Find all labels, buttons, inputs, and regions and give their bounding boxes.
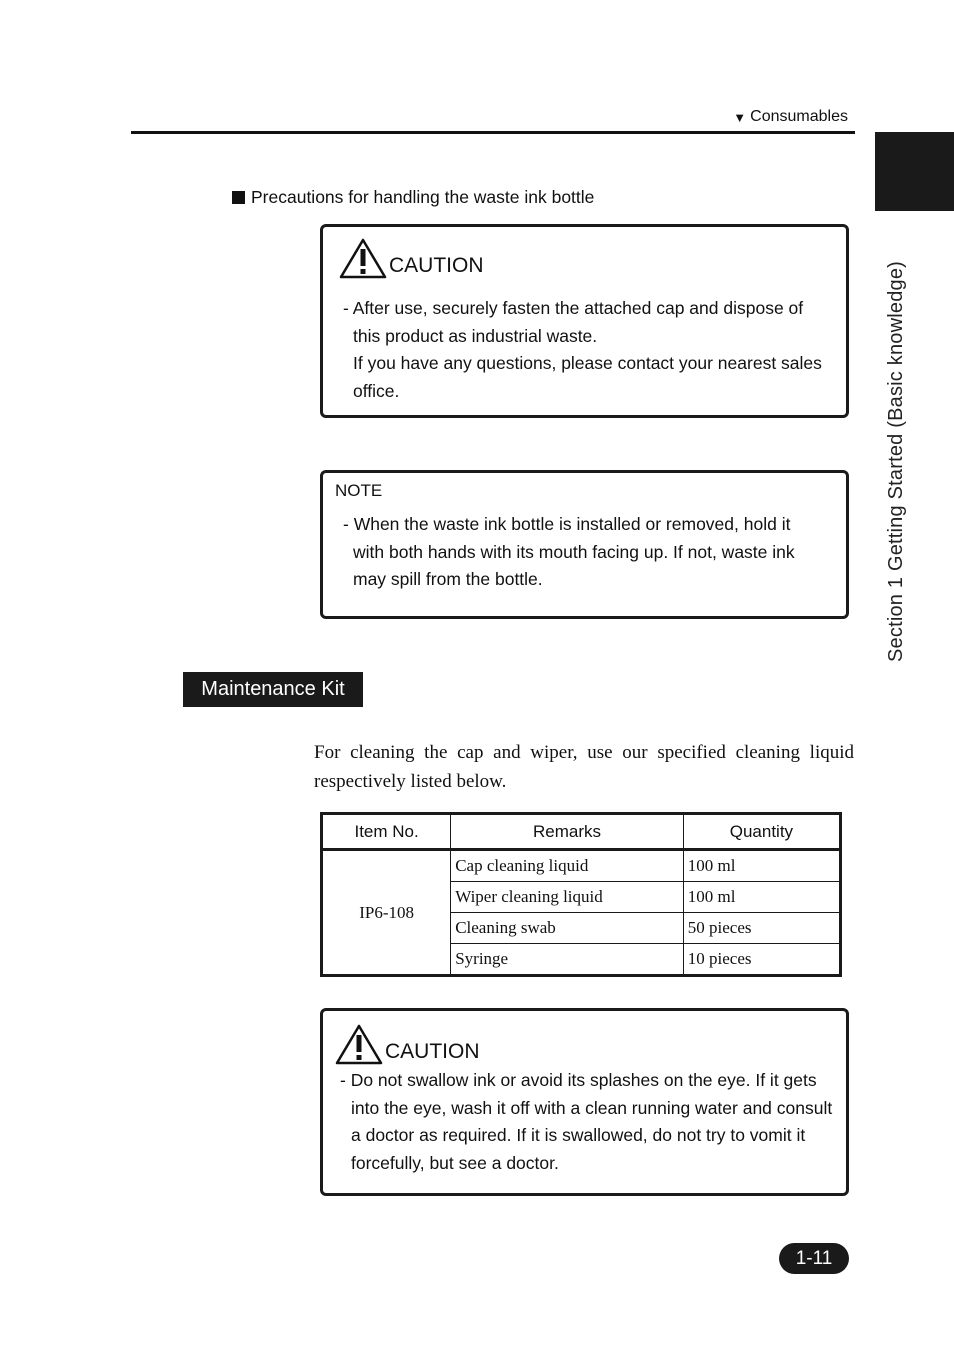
caution-line: If you have any questions, please contact your nearest sales <box>353 353 822 374</box>
table-header-row <box>322 814 841 850</box>
quantity-cell: 10 pieces <box>683 944 840 976</box>
warning-triangle-icon <box>339 237 387 279</box>
note-box <box>320 470 849 619</box>
caution-line: forcefully, but see a doctor. <box>351 1152 559 1173</box>
section-tab-block <box>875 132 954 211</box>
caution-line: into the eye, wash it off with a clean running water and consult <box>351 1097 833 1118</box>
remarks-cell: Cleaning swab <box>451 913 684 944</box>
running-header <box>733 108 848 126</box>
precautions-heading-text: Precautions for handling the waste ink bottle <box>251 187 595 207</box>
caution-line: a doctor as required. If it is swallowed, do not try to vomit it <box>351 1125 806 1146</box>
remarks-cell: Wiper cleaning liquid <box>451 882 684 913</box>
caution-title-text: CAUTION <box>385 1040 480 1063</box>
item-no-cell: IP6-108 <box>322 850 451 976</box>
caution-box-1 <box>320 224 849 418</box>
quantity-cell: 50 pieces <box>683 913 840 944</box>
running-header-text: Consumables <box>750 108 848 125</box>
caution-box-2 <box>320 1008 849 1196</box>
caution-line: - Do not swallow ink or avoid its splashes on the eye. If it gets <box>340 1070 817 1090</box>
maintenance-kit-table <box>320 812 842 977</box>
header-rule <box>131 131 855 134</box>
table-row <box>322 850 841 882</box>
remarks-cell: Syringe <box>451 944 684 976</box>
page-number: 1-11 <box>779 1243 849 1274</box>
maintenance-intro: For cleaning the cap and wiper, use our specified cleaning liquid respectively listed below. <box>314 742 854 792</box>
remarks-cell: Cap cleaning liquid <box>451 850 684 882</box>
quantity-cell: 100 ml <box>683 882 840 913</box>
section-tab-text: Section 1 Getting Started (Basic knowledge) <box>885 260 907 662</box>
caution-line: - After use, securely fasten the attached cap and dispose of <box>343 298 804 318</box>
warning-triangle-icon <box>335 1023 383 1065</box>
square-bullet-icon <box>232 191 245 204</box>
column-header-remarks: Remarks <box>451 814 684 850</box>
maintenance-kit-heading: Maintenance Kit <box>183 672 363 707</box>
note-line: may spill from the bottle. <box>353 569 543 590</box>
precautions-heading <box>232 187 594 208</box>
caution-title <box>335 1023 834 1065</box>
caution-line: this product as industrial waste. <box>353 325 598 346</box>
caution-line: office. <box>353 380 400 401</box>
triangle-down-icon: ▼ <box>733 109 747 125</box>
note-line: with both hands with its mouth facing up. If not, waste ink <box>353 541 795 562</box>
note-title: NOTE <box>335 481 383 500</box>
column-header-quantity: Quantity <box>683 814 840 850</box>
quantity-cell: 100 ml <box>683 850 840 882</box>
note-line: - When the waste ink bottle is installed or removed, hold it <box>343 514 791 534</box>
caution-title-text: CAUTION <box>389 254 484 277</box>
caution-title <box>339 237 834 279</box>
column-header-item-no: Item No. <box>322 814 451 850</box>
